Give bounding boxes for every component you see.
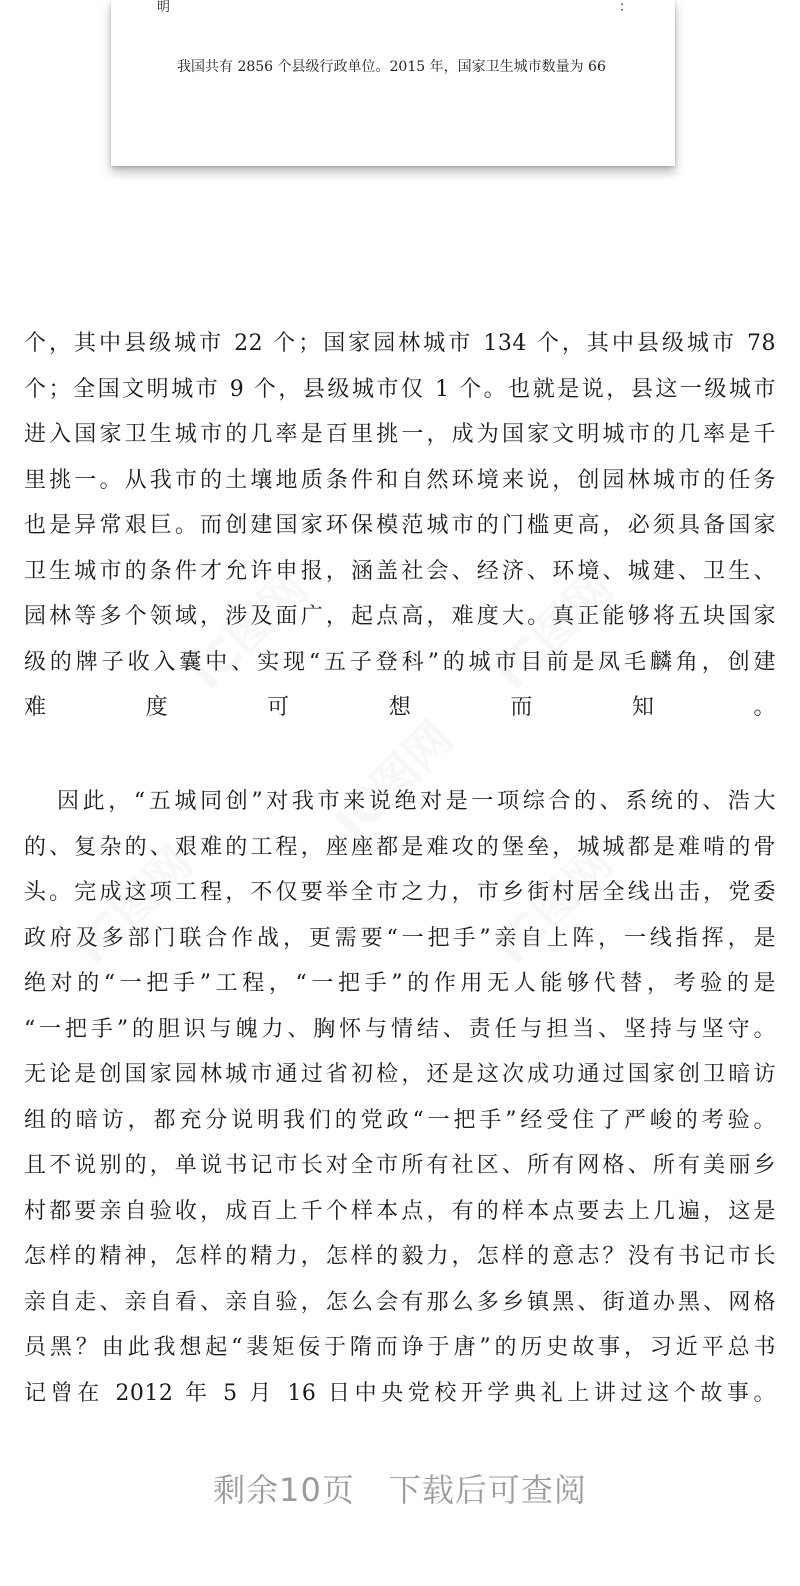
text-line: 难 度 可 想 而 知 。 — [24, 695, 776, 720]
text-line: “一把手”的胆识与魄力、胸怀与情结、责任与担当、坚持与坚守。 — [24, 1016, 776, 1042]
watermark: IC图网 — [483, 835, 624, 975]
watermark: IC图网 — [483, 560, 624, 700]
text-line: 怎样的精神，怎样的精力，怎样的毅力，怎样的意志？没有书记市长 — [24, 1244, 776, 1269]
text-line: 且不说别的，单说书记市长对全市所有社区、所有网格、所有美丽乡 — [24, 1153, 776, 1178]
text-line: 头。完成这项工程，不仅要举全市之力，市乡街村居全线出击，党委 — [24, 880, 776, 905]
text-line: 卫生城市的条件才允许申报，涵盖社会、经济、环境、城建、卫生、 — [24, 558, 776, 584]
preview-card — [111, 0, 675, 166]
text-line: 组的暗访，都充分说明我们的党政“一把手”经受住了严峻的考验。 — [24, 1107, 776, 1133]
paragraph-1 — [24, 321, 776, 731]
text-line: 园林等多个领域，涉及面广，起点高，难度大。真正能够将五块国家 — [24, 604, 776, 629]
preview-text-line: 我国共有 2856 个县级行政单位。2015 年，国家卫生城市数量为 66 — [177, 59, 606, 75]
preview-top-right-text: ： — [619, 0, 633, 15]
watermark: IC图网 — [178, 560, 319, 700]
text-line: 个，其中县级城市 22 个；国家园林城市 134 个，其中县级城市 78 — [24, 331, 776, 356]
text-line: 进入国家卫生城市的几率是百里挑一，成为国家文明城市的几率是千 — [24, 422, 776, 447]
watermark: IC图网 — [323, 710, 464, 850]
text-line: 因此，“五城同创”对我市来说绝对是一项综合的、系统的、浩大 — [57, 789, 776, 814]
text-line: 政府及多部门联合作战，更需要“一把手”亲自上阵，一线指挥，是 — [24, 925, 776, 951]
text-line: 无论是创国家园林城市通过省初检，还是这次成功通过国家创卫暗访 — [24, 1062, 776, 1087]
text-line: 绝对的“一把手”工程，“一把手”的作用无人能够代替，考验的是 — [24, 971, 776, 996]
text-line: 级的牌子收入囊中、实现“五子登科”的城市目前是凤毛麟角，创建 — [24, 649, 776, 675]
text-line: 员黑？由此我想起“裴矩佞于隋而诤于唐”的历史故事，习近平总书 — [24, 1335, 776, 1360]
preview-top-left-text: 明 — [157, 0, 171, 15]
text-line: 也是异常艰巨。而创建国家环保模范城市的门槛更高，必须具备国家 — [24, 513, 776, 538]
remaining-pages-notice[interactable] — [0, 1466, 800, 1514]
text-line: 里挑一。从我市的土壤地质条件和自然环境来说，创园林城市的任务 — [24, 467, 776, 493]
text-line: 个；全国文明城市 9 个，县级城市仅 1 个。也就是说，县这一级城市 — [24, 376, 776, 402]
text-line: 的、复杂的、艰难的工程，座座都是难攻的堡垒，城城都是难啃的骨 — [24, 834, 776, 860]
download-to-view-label: 下载后可查阅 — [388, 1471, 587, 1509]
text-line: 村都要亲自验收，成百上千个样本点，有的样本点要去上几遍，这是 — [24, 1198, 776, 1224]
text-line: 记曾在 2012 年 5 月 16 日中央党校开学典礼上讲过这个故事。 — [24, 1380, 776, 1406]
remaining-pages-label: 剩余10页 — [213, 1471, 355, 1509]
text-line: 亲自走、亲自看、亲自验，怎么会有那么多乡镇黑、街道办黑、网格 — [24, 1289, 776, 1315]
watermark: IC图网 — [63, 835, 204, 975]
paragraph-2 — [24, 779, 776, 1416]
